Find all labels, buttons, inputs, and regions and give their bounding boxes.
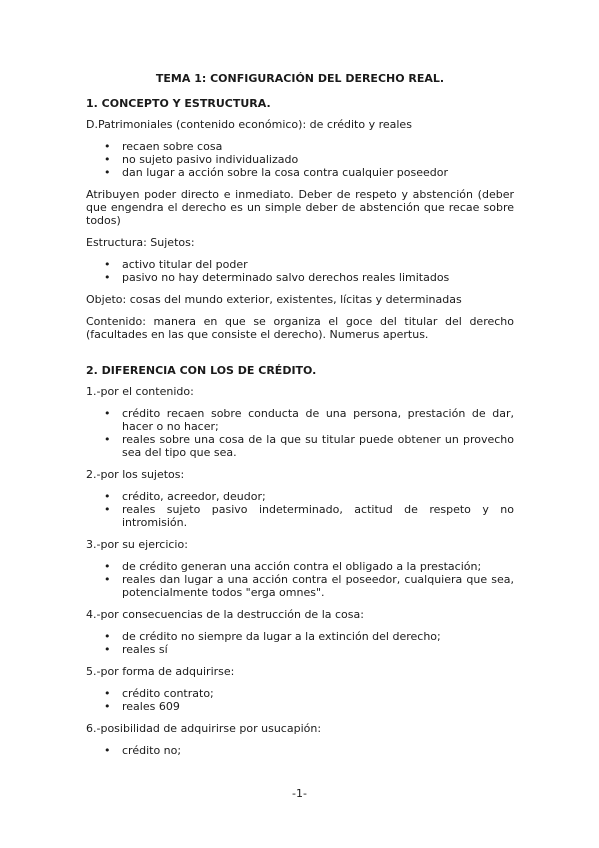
list-item: • reales sí bbox=[104, 643, 514, 656]
bullet-list-patrimoniales bbox=[86, 140, 514, 179]
paragraph-objeto: Objeto: cosas del mundo exterior, existentes, lícitas y determinadas bbox=[86, 293, 462, 306]
document-page bbox=[86, 72, 514, 766]
list-item: • pasivo no hay determinado salvo derechos reales limitados bbox=[104, 271, 514, 284]
list-item: • reales dan lugar a una acción contra el poseedor, cualquiera que sea, potencialmente todos "erga omnes". bbox=[104, 573, 514, 599]
group-label: 1.-por el contenido: bbox=[86, 385, 194, 398]
list-item: • crédito no; bbox=[104, 744, 514, 757]
group-label: 3.-por su ejercicio: bbox=[86, 538, 188, 551]
group-label: 2.-por los sujetos: bbox=[86, 468, 185, 481]
bullet-list-adquirirse bbox=[86, 687, 514, 713]
paragraph-patrimoniales: D.Patrimoniales (contenido económico): de crédito y reales bbox=[86, 118, 412, 131]
group-label: 4.-por consecuencias de la destrucción de la cosa: bbox=[86, 608, 364, 621]
group-label: 5.-por forma de adquirirse: bbox=[86, 665, 235, 678]
list-item: • no sujeto pasivo individualizado bbox=[104, 153, 514, 166]
document-title: TEMA 1: CONFIGURACIÓN DEL DERECHO REAL. bbox=[155, 72, 445, 85]
bullet-list-ejercicio bbox=[86, 560, 514, 599]
list-item: • crédito contrato; bbox=[104, 687, 514, 700]
bullet-list-sujetos bbox=[86, 258, 514, 284]
bullet-list-sujetos-diff bbox=[86, 490, 514, 529]
list-item: • crédito recaen sobre conducta de una persona, prestación de dar, hacer o no hacer; bbox=[104, 407, 514, 433]
list-item: • de crédito generan una acción contra el obligado a la prestación; bbox=[104, 560, 514, 573]
list-item: • activo titular del poder bbox=[104, 258, 514, 271]
list-item: • dan lugar a acción sobre la cosa contra cualquier poseedor bbox=[104, 166, 514, 179]
paragraph-estructura: Estructura: Sujetos: bbox=[86, 236, 195, 249]
bullet-list-contenido bbox=[86, 407, 514, 459]
bullet-list-destruccion bbox=[86, 630, 514, 656]
section-heading-concepto: 1. CONCEPTO Y ESTRUCTURA. bbox=[86, 97, 271, 110]
page-number: -1- bbox=[292, 787, 307, 800]
list-item: • crédito, acreedor, deudor; bbox=[104, 490, 514, 503]
list-item: • recaen sobre cosa bbox=[104, 140, 514, 153]
list-item: • reales sujeto pasivo indeterminado, actitud de respeto y no intromisión. bbox=[104, 503, 514, 529]
bullet-list-usucapion bbox=[86, 744, 514, 757]
list-item: • de crédito no siempre da lugar a la extinción del derecho; bbox=[104, 630, 514, 643]
list-item: • reales sobre una cosa de la que su titular puede obtener un provecho sea del tipo que sea. bbox=[104, 433, 514, 459]
section-heading-diferencia: 2. DIFERENCIA CON LOS DE CRÉDITO. bbox=[86, 364, 317, 377]
paragraph-atribuyen: Atribuyen poder directo e inmediato. Deber de respeto y abstención (deber que engendra el derecho es un simple deber de abstención que recae sobre todos) bbox=[86, 188, 514, 227]
paragraph-contenido: Contenido: manera en que se organiza el goce del titular del derecho (facultades en las que consiste el derecho). Numerus apertus. bbox=[86, 315, 514, 341]
group-label: 6.-posibilidad de adquirirse por usucapión: bbox=[86, 722, 322, 735]
list-item: • reales 609 bbox=[104, 700, 514, 713]
